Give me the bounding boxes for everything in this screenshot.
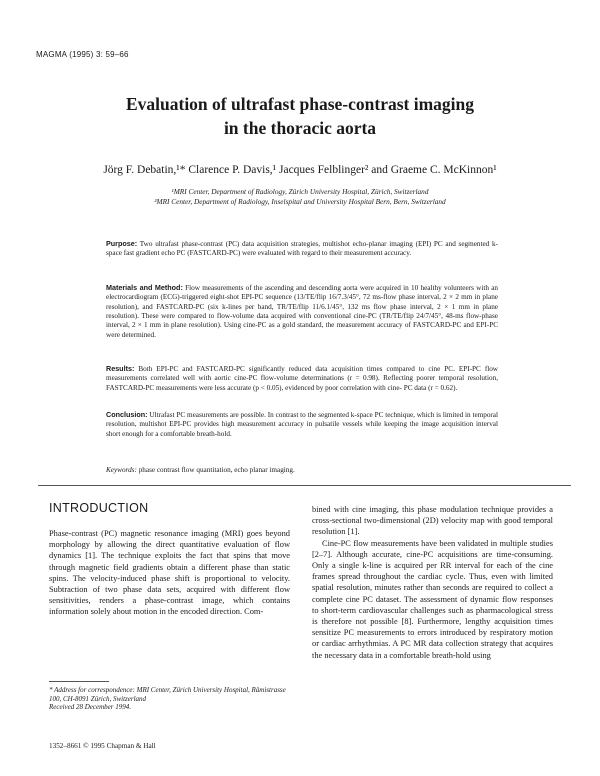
abstract-conclusion <box>106 410 498 439</box>
abstract-results <box>106 364 498 393</box>
intro-right-paragraph-1: bined with cine imaging, this phase modulation technique provides a cross-sectional two-dimensional (2D) velocity map with good temporal resolution [1]. <box>312 505 553 537</box>
abstract-purpose <box>106 239 498 259</box>
abstract-results-text: Both EPI-PC and FASTCARD-PC significantly reduced data acquisition times compared to cine PC. EPI-PC flow measurements correlated well with aortic cine-PC flow-volume determinations (r = 0.98). Reflecting poorer temporal resolution, FASTCARD-PC measurements were less accurate (p < 0.05), evidenced by poor correlation with cine- PC data (r = 0.62). <box>106 365 498 392</box>
footnote-address: * Address for correspondence: MRI Center, Zürich University Hospital, Rämistrasse 100, CH-8091 Zürich, Switzerland <box>49 686 286 703</box>
abstract-purpose-text: Two ultrafast phase-contrast (PC) data acquisition strategies, multishot echo-planar imaging (EPI) PC and segmented k-space fast gradient echo PC (FASTCARD-PC) were evaluated with regard to their measurement accuracy. <box>106 240 499 258</box>
keywords <box>106 466 498 475</box>
intro-right-paragraph-2: Cine-PC flow measurements have been validated in multiple studies [2–7]. Although accurate, cine-PC acquisitions are time-consuming. Only a single k-line is acquired per RR interval for each of the cine frames spread throughout the cardiac cycle. Thus, even with limited spatial resolution, minutes rather than seconds are required to collect a complete cine PC dataset. The assessment of dynamic flow responses to short-term cardiovascular challenges such as pharmacological stress is therefore not possible [8]. Furthermore, lengthy acquisition times sensitize PC measurements to errors introduced by respiratory motion or cardiac arrhythmias. A PC MR data collection strategy that acquires the necessary data in a comfortable breath-hold using <box>312 538 553 660</box>
intro-right-column <box>312 504 553 661</box>
footnote-rule <box>49 681 109 682</box>
keywords-text: phase contrast flow quantitation, echo planar imaging. <box>138 466 295 474</box>
abstract-methods-label: Materials and Method: <box>106 283 183 292</box>
abstract-results-label: Results: <box>106 364 135 373</box>
title-line-1: Evaluation of ultrafast phase-contrast imaging <box>125 94 475 114</box>
paper-title <box>0 92 600 140</box>
copyright-line: 1352–8661 © 1995 Chapman & Hall <box>49 742 156 750</box>
intro-left-column: Phase-contrast (PC) magnetic resonance imaging (MRI) goes beyond morphology by allowing the direct quantitative evaluation of flow dynamics [1]. The technique exploits the fact that spins that move through magnetic field gradients obtain a different phase than static spins. The velocity-induced phase shift is proportional to velocity. Subtraction of two phase data sets, acquired with different flow sensitivities, renders a phase-contrast image, which contains information solely about motion in the encoded direction. Com- <box>49 529 290 617</box>
footnote-received: Received 28 December 1994. <box>49 703 132 711</box>
abstract-purpose-label: Purpose: <box>106 239 138 248</box>
abstract-methods-text: Flow measurements of the ascending and descending aorta were acquired in 10 healthy volunteers with an electrocardiogram (ECG)-triggered eight-shot EPI-PC sequence (13/TE/flip 16/7.3/45°, 72 ms-flow phase interval, 2 × 2 mm in plane resolution), and FASTCARD-PC (six k-lines per band, TR/TE/flip 11/6.1/45°, 132 ms flow phase interval, 2 × 1 mm in plane resolution). These were compared to flow-volume data acquired with conventional cine-PC (TR/TE/flip 24/7/45°, 48-ms flow-phase interval, 2 × 1 mm in plane resolution). Using cine-PC as a gold standard, the measurement accuracy of FASTCARD-PC and EPI-PC were determined. <box>106 284 499 339</box>
keywords-label: Keywords: <box>106 466 137 474</box>
title-line-2: in the thoracic aorta <box>223 118 377 138</box>
author-list: Jörg F. Debatin,¹* Clarence P. Davis,¹ Jacques Felblinger² and Graeme C. McKinnon¹ <box>103 164 497 176</box>
affiliation-2: ²MRI Center, Department of Radiology, Inselspital and University Hospital Bern, Bern, Switzerland <box>154 197 446 206</box>
abstract-methods <box>106 283 498 340</box>
introduction-heading: INTRODUCTION <box>49 501 149 515</box>
footnote <box>49 686 290 712</box>
abstract-conclusion-label: Conclusion: <box>106 410 148 419</box>
section-divider <box>38 485 571 486</box>
abstract-conclusion-text: Ultrafast PC measurements are possible. In contrast to the segmented k-space PC technique, which is limited in temporal resolution, multishot EPI-PC provides high measurement accuracy in pulsatile vessels while keeping the image acquisition interval short enough for a comfortable breath-hold. <box>106 411 498 438</box>
affiliation-1: ¹MRI Center, Department of Radiology, Zürich University Hospital, Zürich, Switzerland <box>171 187 429 196</box>
journal-header: MAGMA (1995) 3: 59–66 <box>36 50 129 59</box>
